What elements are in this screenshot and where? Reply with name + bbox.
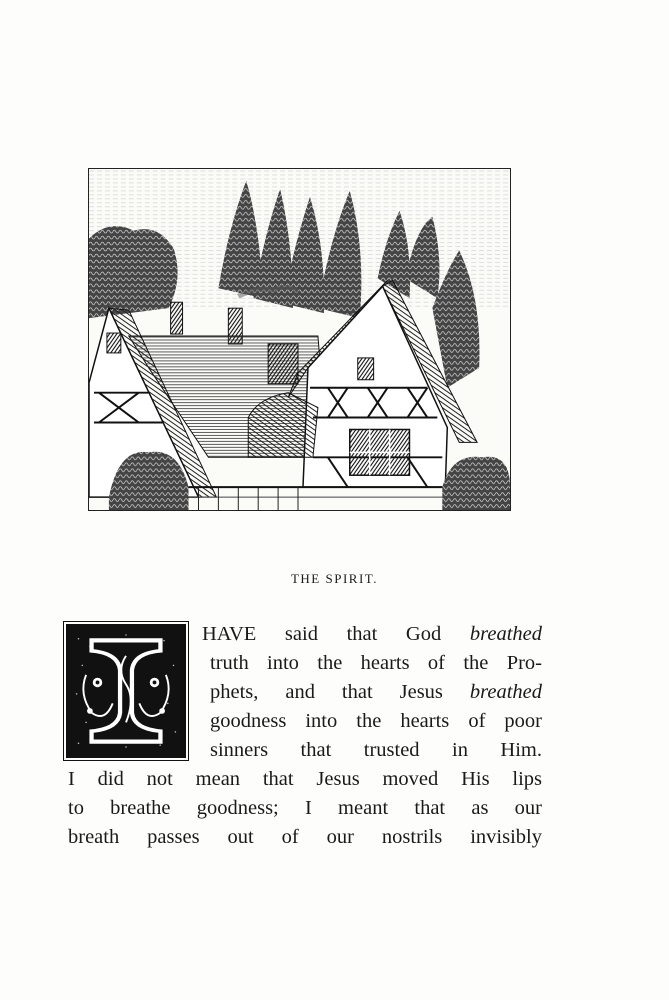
body-text: HAVE said that God (202, 623, 470, 645)
body-line-2 (210, 653, 542, 674)
body-line-5 (210, 740, 542, 761)
body-text: truth into the hearts of the Pro- (210, 652, 542, 674)
ornamental-letter-i-icon (69, 627, 183, 755)
body-text: goodness into the hearts of poor (210, 710, 542, 732)
body-line-6 (68, 769, 542, 790)
body-text: sinners that trusted in Him. (210, 739, 542, 761)
body-line-3 (210, 682, 542, 703)
body-text: phets, and that Jesus (210, 681, 470, 703)
body-line-4 (210, 711, 542, 732)
cottage-engraving (89, 169, 510, 510)
body-line-8 (68, 827, 542, 848)
italic-word: breathed (469, 681, 542, 703)
body-text: I did not mean that Jesus moved His lips (68, 768, 542, 790)
body-line-7 (68, 798, 542, 819)
body-line-1 (202, 624, 542, 645)
cottage-illustration (88, 168, 511, 511)
italic-word: breathed (469, 623, 542, 645)
section-title: THE SPIRIT. (290, 571, 379, 586)
body-text: breath passes out of our nostrils invisibly (68, 826, 542, 848)
drop-cap-initial (66, 624, 186, 758)
body-text: to breathe goodness; I meant that as our (68, 797, 542, 819)
